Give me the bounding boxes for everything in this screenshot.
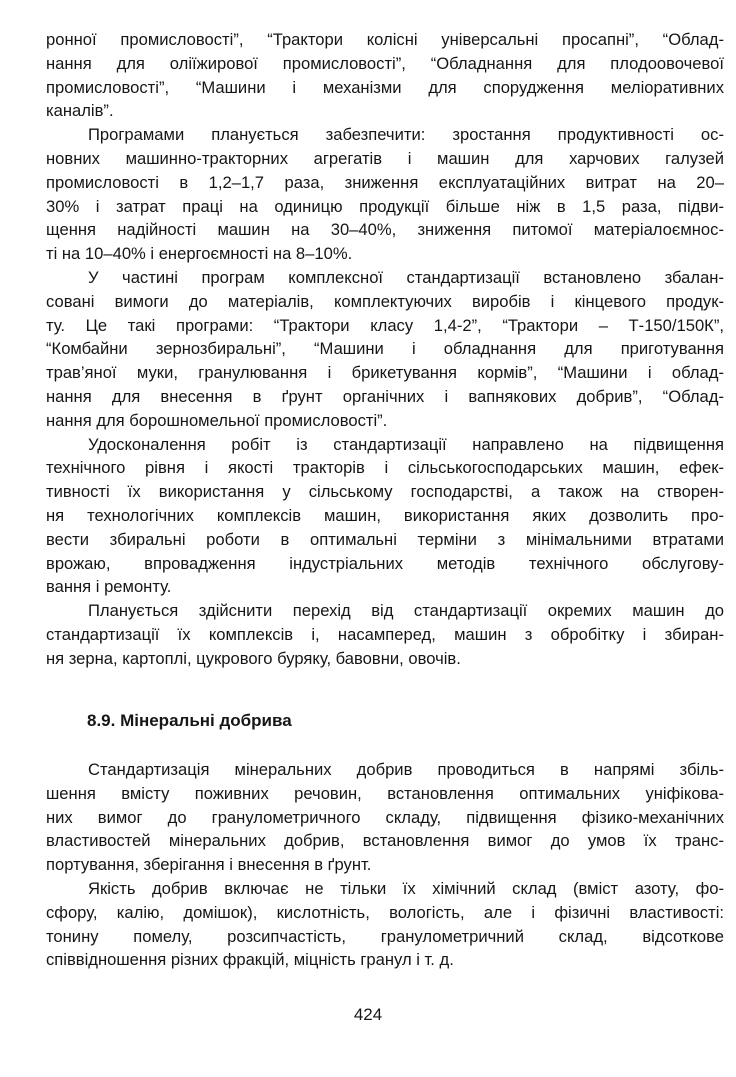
paragraph: [46, 123, 724, 266]
paragraph: [46, 877, 724, 972]
text-line: 30% і затрат праці на одиницю продукції більше ніж в 1,5 раза, підви-: [46, 196, 724, 216]
text-line: вести збиральні роботи в оптимальні терміни з мінімальними втратами: [46, 529, 724, 549]
text-line: промисловості в 1,2–1,7 раза, зниження експлуатаційних витрат на 20–: [46, 172, 724, 192]
text-line: ті на 10–40% і енергоємності на 8–10%.: [46, 244, 353, 264]
text-line: Удосконалення робіт із стандартизації направлено на підвищення: [88, 434, 724, 454]
page-number: 424: [353, 1005, 383, 1024]
text-line: властивостей мінеральних добрив, встановлення вимог до умов їх транс-: [46, 831, 724, 851]
text-line: ня зерна, картоплі, цукрового буряку, бавовни, овочів.: [46, 648, 461, 668]
text-line: портування, зберігання і внесення в ґрунт.: [46, 855, 372, 875]
text-line: У частині програм комплексної стандартизації встановлено збалан-: [88, 267, 724, 287]
text-line: врожаю, впровадження індустріальних методів технічного обслугову-: [46, 553, 724, 573]
text-line: співвідношення різних фракцій, міцність гранул і т. д.: [46, 950, 454, 970]
paragraph: [46, 599, 724, 670]
text-line: ронної промисловості”, “Трактори колісні універсальні просапні”, “Облад-: [46, 30, 724, 49]
section-heading: 8.9. Мінеральні добрива: [87, 711, 292, 730]
text-line: нання для оліїжирової промисловості”, “Обладнання для плодоовочевої: [46, 53, 724, 73]
text-line: шення вмісту поживних речовин, встановлення оптимальних уніфікова-: [46, 783, 724, 803]
text-line: технічного рівня і якості тракторів і сільськогосподарських машин, ефек-: [46, 458, 724, 478]
text-line: нання для борошномельної промисловості”.: [46, 410, 388, 430]
paragraph: [46, 433, 724, 600]
paragraph: [46, 28, 724, 123]
text-line: щення надійності машин на 30–40%, зниження питомої матеріалоємнос-: [46, 220, 724, 240]
text-line: них вимог до гранулометричного складу, підвищення фізико-механічних: [46, 807, 724, 827]
text-line: нання для внесення в ґрунт органічних і вапнякових добрив”, “Облад-: [46, 386, 724, 406]
text-line: совані вимоги до матеріалів, комплектуючих виробів і кінцевого продук-: [46, 291, 724, 311]
text-line: стандартизації їх комплексів і, насамперед, машин з обробітку і збиран-: [46, 624, 724, 644]
text-line: Планується здійснити перехід від стандартизації окремих машин до: [88, 601, 724, 621]
text-line: новних машинно-тракторних агрегатів і машин для харчових галузей: [46, 148, 724, 168]
text-line: ня технологічних комплексів машин, використання яких дозволить про-: [46, 505, 724, 525]
text-line: тивності їх використання у сільському господарстві, а також на створен-: [46, 482, 724, 502]
text-line: сфору, калію, домішок), кислотність, вологість, але і фізичні властивості:: [46, 902, 724, 922]
text-section-before-heading: [46, 28, 724, 671]
paragraph: [46, 758, 724, 877]
text-line: каналів”.: [46, 101, 114, 121]
text-line: Якість добрив включає не тільки їх хімічний склад (вміст азоту, фо-: [88, 878, 724, 898]
text-line: промисловості”, “Машини і механізми для спорудження меліоративних: [46, 77, 724, 97]
paragraph: [46, 266, 724, 433]
text-line: тонину помелу, розсипчастість, гранулометричний склад, відсоткове: [46, 926, 724, 946]
text-line: вання і ремонту.: [46, 577, 172, 597]
text-line: Стандартизація мінеральних добрив проводиться в напрямі збіль-: [88, 760, 724, 779]
text-line: “Комбайни зернозбиральні”, “Машини і обладнання для приготування: [46, 339, 724, 359]
text-section-after-heading: [46, 758, 724, 972]
text-line: трав’яної муки, гранулювання і брикетування кормів”, “Машини і облад-: [46, 363, 724, 383]
text-line: Програмами планується забезпечити: зростання продуктивності ос-: [88, 125, 724, 145]
text-line: ту. Це такі програми: “Трактори класу 1,4-2”, “Трактори – Т-150/150К”,: [46, 315, 724, 335]
